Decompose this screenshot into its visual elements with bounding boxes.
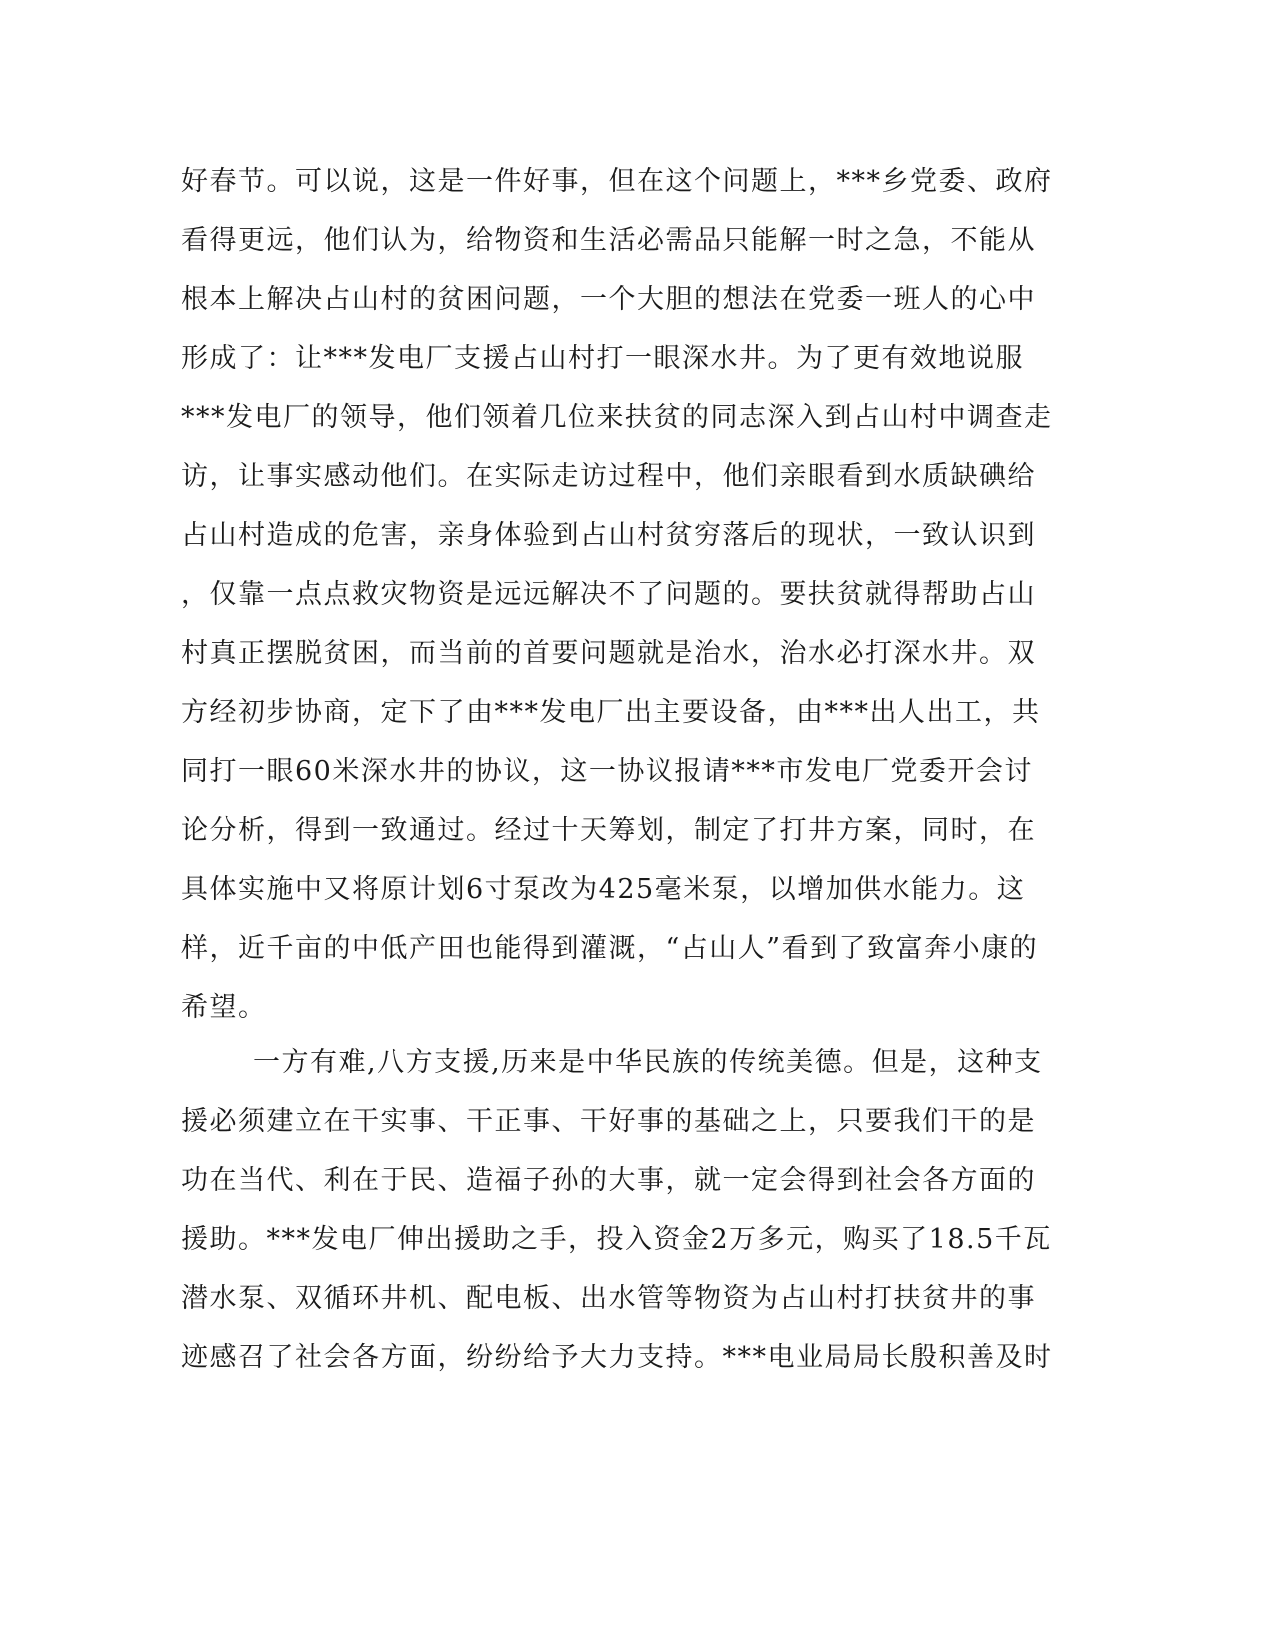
paragraph-line: 潜水泵、双循环井机、配电板、出水管等物资为占山村打扶贫井的事 xyxy=(181,1283,1036,1314)
paragraph-line: 迹感召了社会各方面，纷纷给予大力支持。***电业局局长殷积善及时 xyxy=(181,1342,1053,1373)
paragraph-line: 具体实施中又将原计划6寸泵改为425毫米泵，以增加供水能力。这 xyxy=(181,874,1026,905)
paragraph-line: 论分析，得到一致通过。经过十天筹划，制定了打井方案，同时，在 xyxy=(181,815,1036,846)
paragraph-line: 好春节。可以说，这是一件好事，但在这个问题上，***乡党委、政府 xyxy=(181,166,1053,197)
paragraph-line: 方经初步协商，定下了由***发电厂出主要设备，由***出人出工，共 xyxy=(181,697,1041,728)
paragraph-2 xyxy=(181,1033,1061,1387)
paragraph-line: ***发电厂的领导，他们领着几位来扶贫的同志深入到占山村中调查走 xyxy=(181,402,1053,433)
paragraph-line: 村真正摆脱贫困，而当前的首要问题就是治水，治水必打深水井。双 xyxy=(181,638,1036,669)
paragraph-line: 看得更远，他们认为，给物资和生活必需品只能解一时之急，不能从 xyxy=(181,225,1036,256)
paragraph-line: 形成了：让***发电厂支援占山村打一眼深水井。为了更有效地说服 xyxy=(181,343,1024,374)
paragraph-line: 访，让事实感动他们。在实际走访过程中，他们亲眼看到水质缺碘给 xyxy=(181,461,1036,492)
paragraph-line: 根本上解决占山村的贫困问题，一个大胆的想法在党委一班人的心中 xyxy=(181,284,1036,315)
paragraph-line: 功在当代、利在于民、造福子孙的大事，就一定会得到社会各方面的 xyxy=(181,1165,1036,1196)
paragraph-line: 占山村造成的危害，亲身体验到占山村贫穷落后的现状，一致认识到 xyxy=(181,520,1036,551)
paragraph-line: ，仅靠一点点救灾物资是远远解决不了问题的。要扶贫就得帮助占山 xyxy=(181,579,1036,610)
paragraph-line: 希望。 xyxy=(181,992,267,1023)
paragraph-line: 援助。***发电厂伸出援助之手，投入资金2万多元，购买了18.5千瓦 xyxy=(181,1224,1052,1255)
paragraph-line: 样，近千亩的中低产田也能得到灌溉，“占山人”看到了致富奔小康的 xyxy=(181,933,1039,964)
paragraph-line: 同打一眼60米深水井的协议，这一协议报请***市发电厂党委开会讨 xyxy=(181,756,1033,787)
paragraph-1 xyxy=(181,152,1061,1037)
paragraph-line: 援必须建立在干实事、干正事、干好事的基础之上，只要我们干的是 xyxy=(181,1106,1036,1137)
paragraph-line: 一方有难,八方支援,历来是中华民族的传统美德。但是，这种支 xyxy=(253,1047,1043,1078)
